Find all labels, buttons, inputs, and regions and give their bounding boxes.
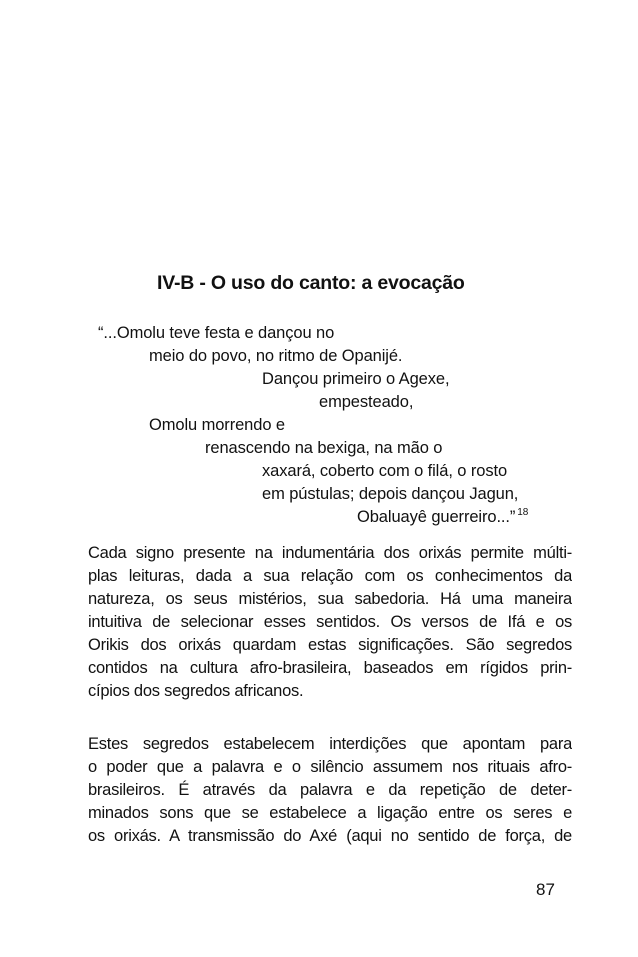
- paragraph-line: plas leituras, dada a sua relação com os conhecimentos da: [88, 567, 572, 585]
- quote-line: meio do povo, no ritmo de Opanijé.: [149, 347, 403, 365]
- page-number: 87: [536, 880, 555, 899]
- paragraph-line: minados sons que se estabelece a ligação entre os seres e: [88, 804, 572, 822]
- paragraph-line: Cada signo presente na indumentária dos orixás permite múlti-: [88, 544, 572, 562]
- section-title: IV-B - O uso do canto: a evocação: [157, 272, 465, 294]
- paragraph-line: o poder que a palavra e o silêncio assumem nos rituais afro-: [88, 758, 572, 776]
- paragraph-line: natureza, os seus mistérios, sua sabedoria. Há uma maneira: [88, 590, 572, 608]
- body-paragraph: [88, 733, 572, 848]
- paragraph-line: contidos na cultura afro-brasileira, baseados em rígidos prin-: [88, 659, 572, 677]
- quote-line: empesteado,: [319, 393, 414, 411]
- paragraph-line: intuitiva de selecionar esses sentidos. Os versos de Ifá e os: [88, 613, 572, 631]
- footnote-reference[interactable]: 18: [517, 506, 529, 518]
- quote-line: xaxará, coberto com o filá, o rosto: [262, 462, 508, 480]
- quote-line: Omolu morrendo e: [149, 416, 285, 434]
- quote-line: em pústulas; depois dançou Jagun,: [262, 485, 519, 503]
- quote-line-text: Obaluayê guerreiro...”: [357, 508, 516, 526]
- paragraph-line: Orikis dos orixás quardam estas significações. São segredos: [88, 636, 572, 654]
- quote-line: renascendo na bexiga, na mão o: [205, 439, 443, 457]
- paragraph-line: cípios dos segredos africanos.: [88, 682, 304, 700]
- quote-line: Dançou primeiro o Agexe,: [262, 370, 450, 388]
- quote-line: “...Omolu teve festa e dançou no: [98, 324, 335, 342]
- body-paragraph: [88, 542, 572, 703]
- paragraph-line: Estes segredos estabelecem interdições que apontam para: [88, 735, 572, 753]
- paragraph-line: brasileiros. É através da palavra e da repetição de deter-: [88, 781, 572, 799]
- paragraph-line: os orixás. A transmissão do Axé (aqui no sentido de força, de: [88, 827, 572, 845]
- quote-line-final: [357, 506, 528, 528]
